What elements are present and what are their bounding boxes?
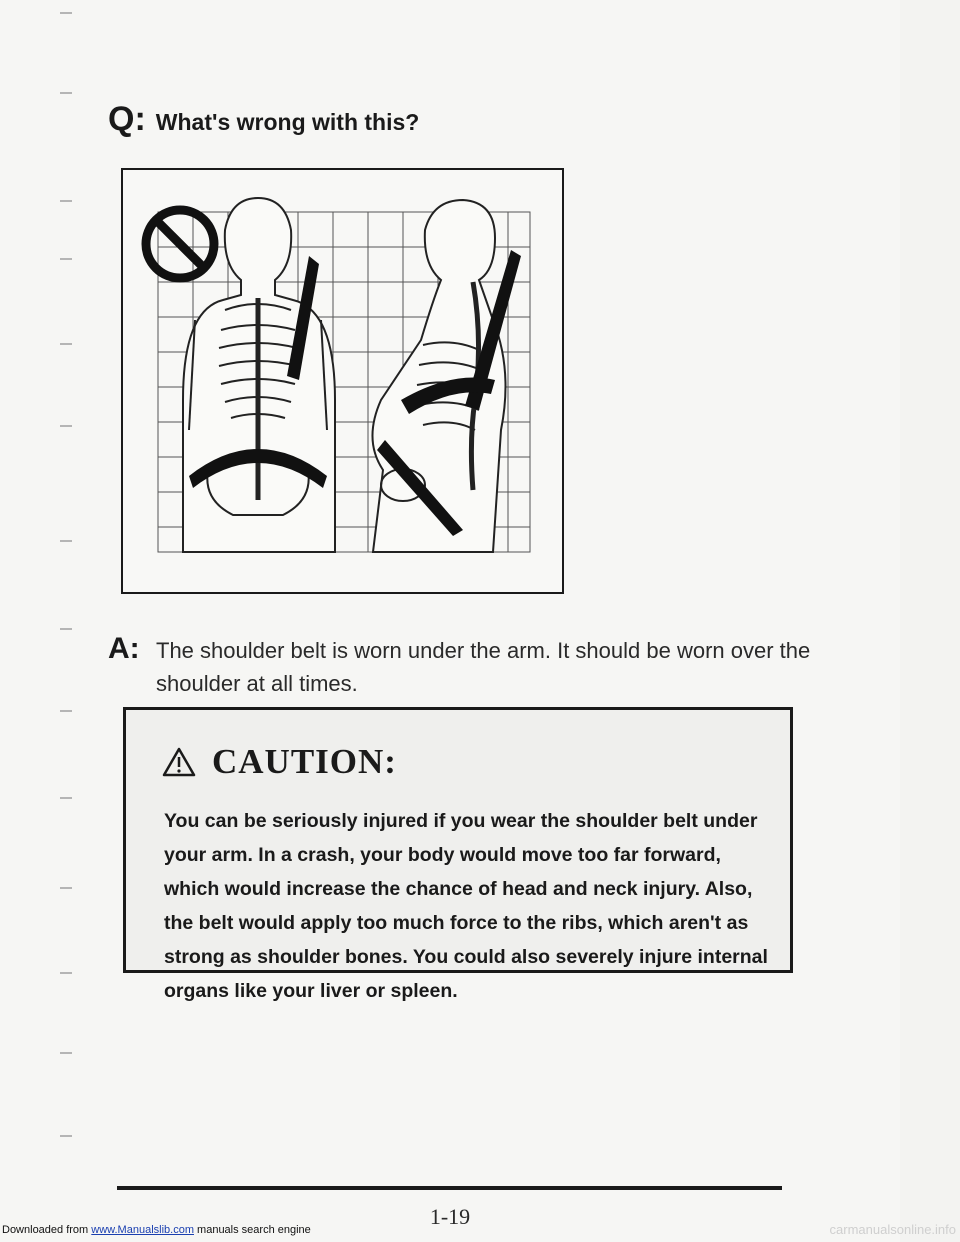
answer-text: The shoulder belt is worn under the arm. It should be worn over the shoulder at all times. bbox=[156, 638, 811, 696]
site-watermark: carmanualsonline.info bbox=[829, 1222, 956, 1237]
manualslib-link[interactable]: www.Manualslib.com bbox=[91, 1224, 194, 1236]
question-text: What's wrong with this? bbox=[155, 109, 420, 135]
watermark-prefix: Downloaded from bbox=[2, 1224, 92, 1236]
question bbox=[108, 100, 419, 139]
page-edge-marks bbox=[60, 0, 80, 1242]
answer bbox=[108, 632, 848, 700]
prohibited-icon bbox=[146, 210, 214, 278]
front-figure bbox=[183, 198, 335, 552]
answer-letter: A: bbox=[108, 632, 140, 665]
seatbelt-illustration bbox=[121, 168, 564, 594]
question-letter: Q: bbox=[108, 100, 146, 138]
caution-title: CAUTION: bbox=[212, 742, 397, 781]
download-watermark bbox=[2, 1224, 311, 1236]
watermark-suffix: manuals search engine bbox=[193, 1224, 311, 1236]
page-number: 1-19 bbox=[429, 1204, 471, 1229]
seatbelt-illustration-drawing bbox=[123, 170, 562, 592]
caution-header bbox=[162, 742, 397, 782]
warning-triangle-icon bbox=[162, 747, 196, 777]
caution-text: You can be seriously injured if you wear the shoulder belt under your arm. In a crash, your body would move too far forward, which would increase the chance of head and neck injury. Also, the belt would apply too much force to the ribs, which aren't as strong as shoulder bones. You could also severely injure internal organs like your liver or spleen. bbox=[164, 810, 768, 1002]
footer-rule bbox=[117, 1186, 782, 1190]
side-figure bbox=[372, 200, 521, 552]
caution-box bbox=[123, 707, 793, 1002]
